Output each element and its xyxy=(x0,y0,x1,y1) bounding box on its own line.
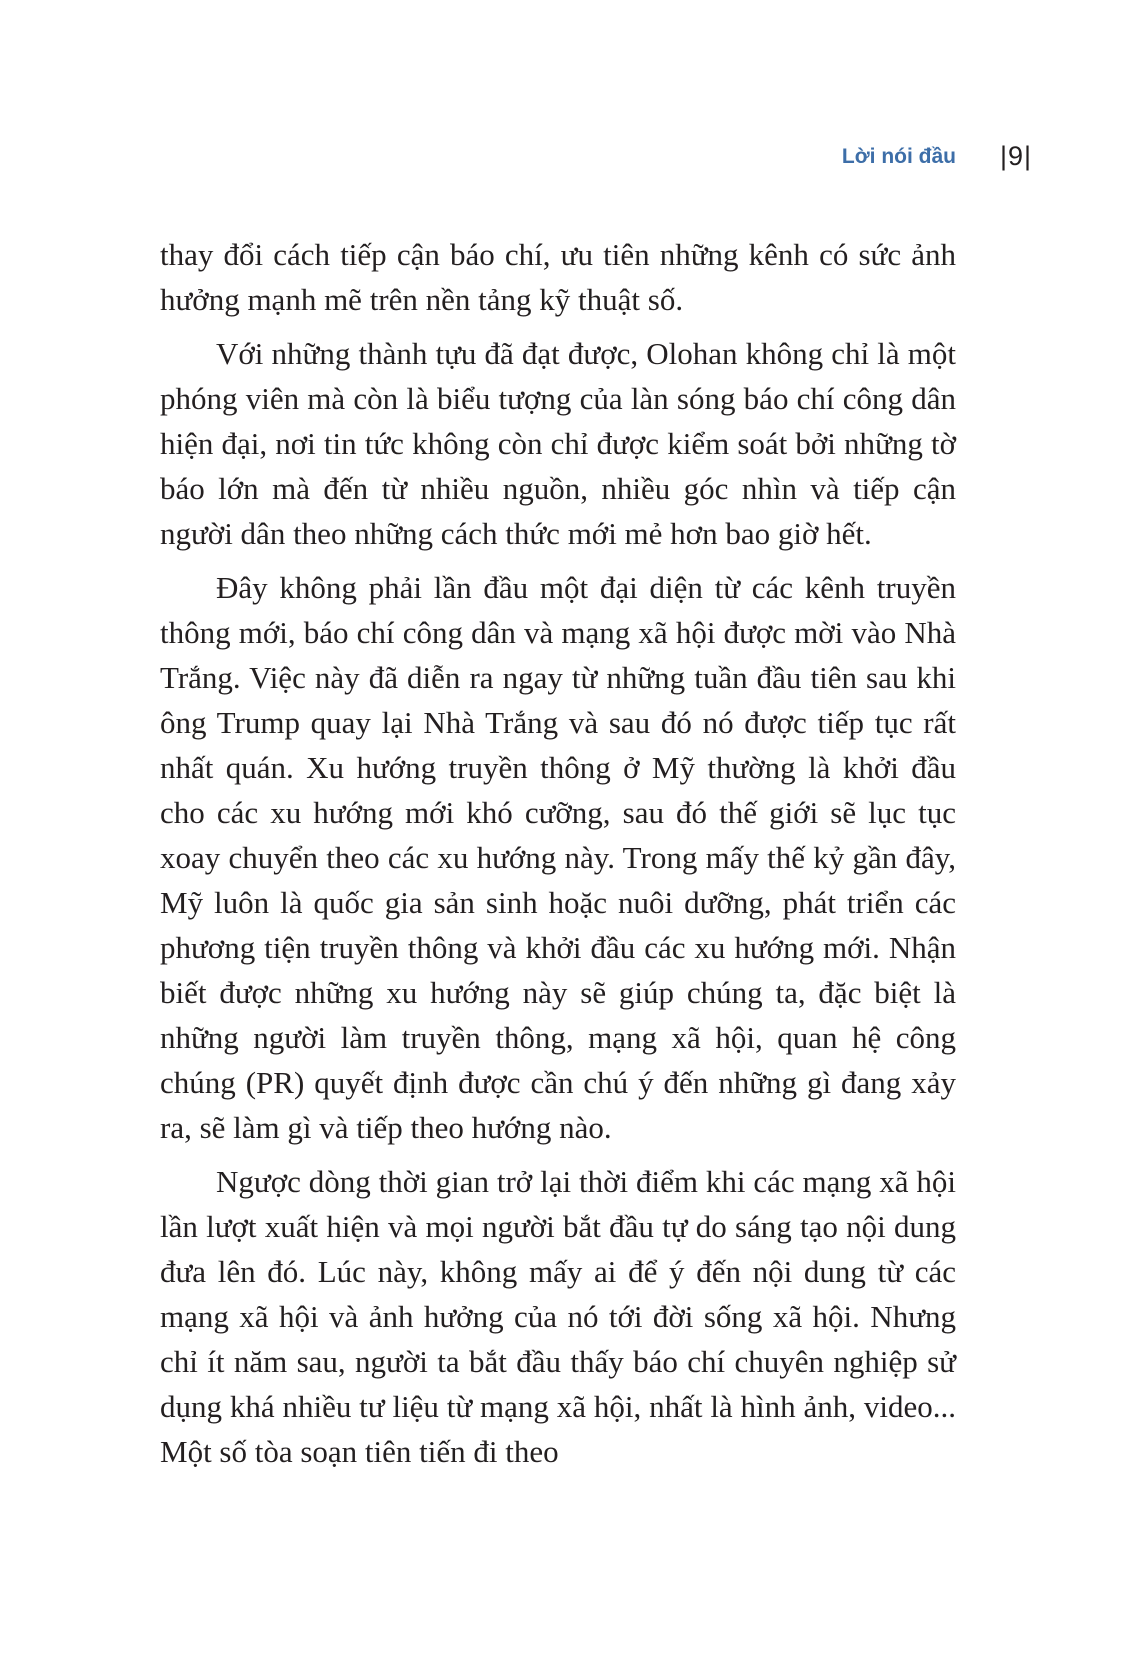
paragraph-continued: thay đổi cách tiếp cận báo chí, ưu tiên những kênh có sức ảnh hưởng mạnh mẽ trên nền tảng kỹ thuật số. xyxy=(160,237,956,317)
paragraph: Với những thành tựu đã đạt được, Olohan không chỉ là một phóng viên mà còn là biểu tượng của làn sóng báo chí công dân hiện đại, nơi tin tức không còn chỉ được kiểm soát bởi những tờ báo lớn mà đến từ nhiều nguồn, nhiều góc nhìn và tiếp cận người dân theo những cách thức mới mẻ hơn bao giờ hết. xyxy=(160,336,956,551)
running-header xyxy=(0,141,1126,181)
body-text xyxy=(160,232,956,1474)
section-title: Lời nói đầu xyxy=(841,145,956,168)
paragraph: Đây không phải lần đầu một đại diện từ các kênh truyền thông mới, báo chí công dân và mạng xã hội được mời vào Nhà Trắng. Việc này đã diễn ra ngay từ những tuần đầu tiên sau khi ông Trump quay lại Nhà Trắng và sau đó nó được tiếp tục rất nhất quán. Xu hướng truyền thông ở Mỹ thường là khởi đầu cho các xu hướng mới khó cưỡng, sau đó thế giới sẽ lục tục xoay chuyển theo các xu hướng này. Trong mấy thế kỷ gần đây, Mỹ luôn là quốc gia sản sinh hoặc nuôi dưỡng, phát triển các phương tiện truyền thông và khởi đầu các xu hướng mới. Nhận biết được những xu hướng này sẽ giúp chúng ta, đặc biệt là những người làm truyền thông, mạng xã hội, quan hệ công chúng (PR) quyết định được cần chú ý đến những gì đang xảy ra, sẽ làm gì và tiếp theo hướng nào. xyxy=(160,570,956,1145)
paragraph: Ngược dòng thời gian trở lại thời điểm khi các mạng xã hội lần lượt xuất hiện và mọi người bắt đầu tự do sáng tạo nội dung đưa lên đó. Lúc này, không mấy ai để ý đến nội dung từ các mạng xã hội và ảnh hưởng của nó tới đời sống xã hội. Nhưng chỉ ít năm sau, người ta bắt đầu thấy báo chí chuyên nghiệp sử dụng khá nhiều tư liệu từ mạng xã hội, nhất là hình ảnh, video... Một số tòa soạn tiên tiến đi theo xyxy=(160,1164,956,1469)
page-number: |9| xyxy=(1000,141,1033,171)
